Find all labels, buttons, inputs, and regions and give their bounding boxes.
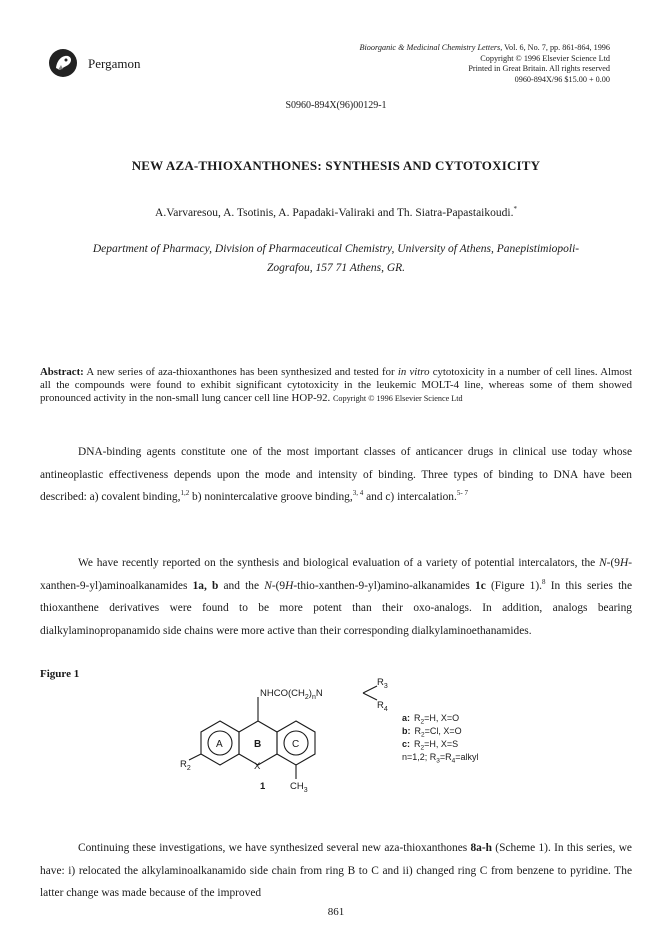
copyright-line: Copyright © 1996 Elsevier Science Ltd [480,53,610,63]
issn-line: 0960-894X/96 $15.00 + 0.00 [514,74,610,84]
abstract-text-2: cytotoxicity in a number of cell lines. Almost all the compounds were found to exhibit significant cytotoxicity in the leukemic MOLT-4 line, whereas some of them showed pronounced activity in the non-small lung cancer cell line HOP-92. [40,366,632,404]
paragraph-2: We have recently reported on the synthesis and biological evaluation of a variety of potential intercalators, the N-(9H-xanthen-9-yl)aminoalkanamides 1a, b and the N-(9H-thio-xanthen-9-yl)amino-alkanamides 1c (Figure 1).$^8$ In this series the thioxanthene derivatives were found to be more potent than their oxo-analogs. In addition, analogs bearing dialkylaminopropanamido side chains were more active than their corresponding dialkylaminoethanamides. [40,557,633,637]
publisher-name: Pergamon [88,56,141,71]
svg-text:a:R2=H, X=O: a: $R_2=H$, X=O [402,713,460,726]
journal-citation: , Vol. 6, No. 7, pp. 861-864, 1996 [500,43,610,52]
citation-ref: 1,2 [180,489,190,498]
figure-label: Figure 1 [40,668,80,680]
figure-1-structure [180,677,560,802]
citation-ref: 8 [542,577,546,586]
affiliation-line-2: Zografou, 157 71 Athens, GR. [266,262,406,274]
svg-text:R3: $R_3$ [377,677,388,690]
doi-line: S0960-894X(96)00129-1 [285,100,387,111]
abstract-copyright: Copyright © 1996 Elsevier Science Ltd [332,394,463,403]
corresponding-author-mark: * [513,205,517,214]
paragraph-3: Continuing these investigations, we have synthesized several new aza-thioxanthones 8a-h (Scheme 1). In this series, we have: i) relocated the alkylaminoalkanamido side chain from ring B to C and ii) changed ring C from benzene to pyridine. The latter change was made because of the improved [40,842,632,899]
svg-text:c:R2=H, X=S: c: $R_2=H$, X=S [402,739,459,752]
article-title: NEW AZA-THIOXANTHONES: SYNTHESIS AND CYTOTOXICITY [131,158,541,173]
abstract-text: A new series of aza-thioxanthones has been synthesized and tested for [83,366,398,378]
affiliation [60,240,612,278]
abstract [40,366,632,405]
ring-b-label: B [254,739,262,750]
svg-text:CH3: $CH_3$ [290,781,308,794]
ring-a-label: A [216,739,223,750]
svg-text:b:R2=Cl, X=O: b: $R_2=Cl$, X=O [402,726,462,739]
abstract-italic: in vitro [397,366,430,378]
svg-text:n=1,2; R3=R4=alkyl: n=1,2; $R_3=R_4=alkyl$ [402,752,479,765]
affiliation-line-1: Department of Pharmacy, Division of Pharmaceutical Chemistry, University of Athens, Panepistimiopoli- [92,243,580,255]
abstract-label: Abstract: [40,366,84,378]
svg-text:NHCO(CH2)nN: $NHCO(CH_2)_nN$ [260,688,323,701]
page-number: 861 [327,906,345,918]
svg-text:R4: $R_4$ [377,700,388,713]
ring-c-label: C [292,739,300,750]
compound-number: 1 [260,781,266,792]
paragraph-1: DNA-binding agents constitute one of the most important classes of anticancer drugs in clinical use today whose antineoplastic effectiveness depends upon the mode and intensity of binding. Three types of binding to DNA have been described: a) covalent binding,$^{1,2}$ b) nonintercalative groove binding,$^{3, 4}$ and c) intercalation.$^{5- 7}$ [40,446,632,503]
journal-header [360,43,610,85]
citation-ref: 3, 4 [352,489,364,498]
citation-ref: 5- 7 [456,489,468,498]
authors-text: A.Varvaresou, A. Tsotinis, A. Papadaki-Valiraki and Th. Siatra-Papastaikoudi. [155,207,514,219]
pergamon-logo-icon [48,48,78,78]
x-atom: X [254,761,261,772]
author-list [0,207,672,219]
svg-text:R2: $R_2$ [180,759,191,772]
journal-name: Bioorganic & Medicinal Chemistry Letters [359,43,501,52]
printed-line: Printed in Great Britain. All rights reserved [468,64,610,73]
